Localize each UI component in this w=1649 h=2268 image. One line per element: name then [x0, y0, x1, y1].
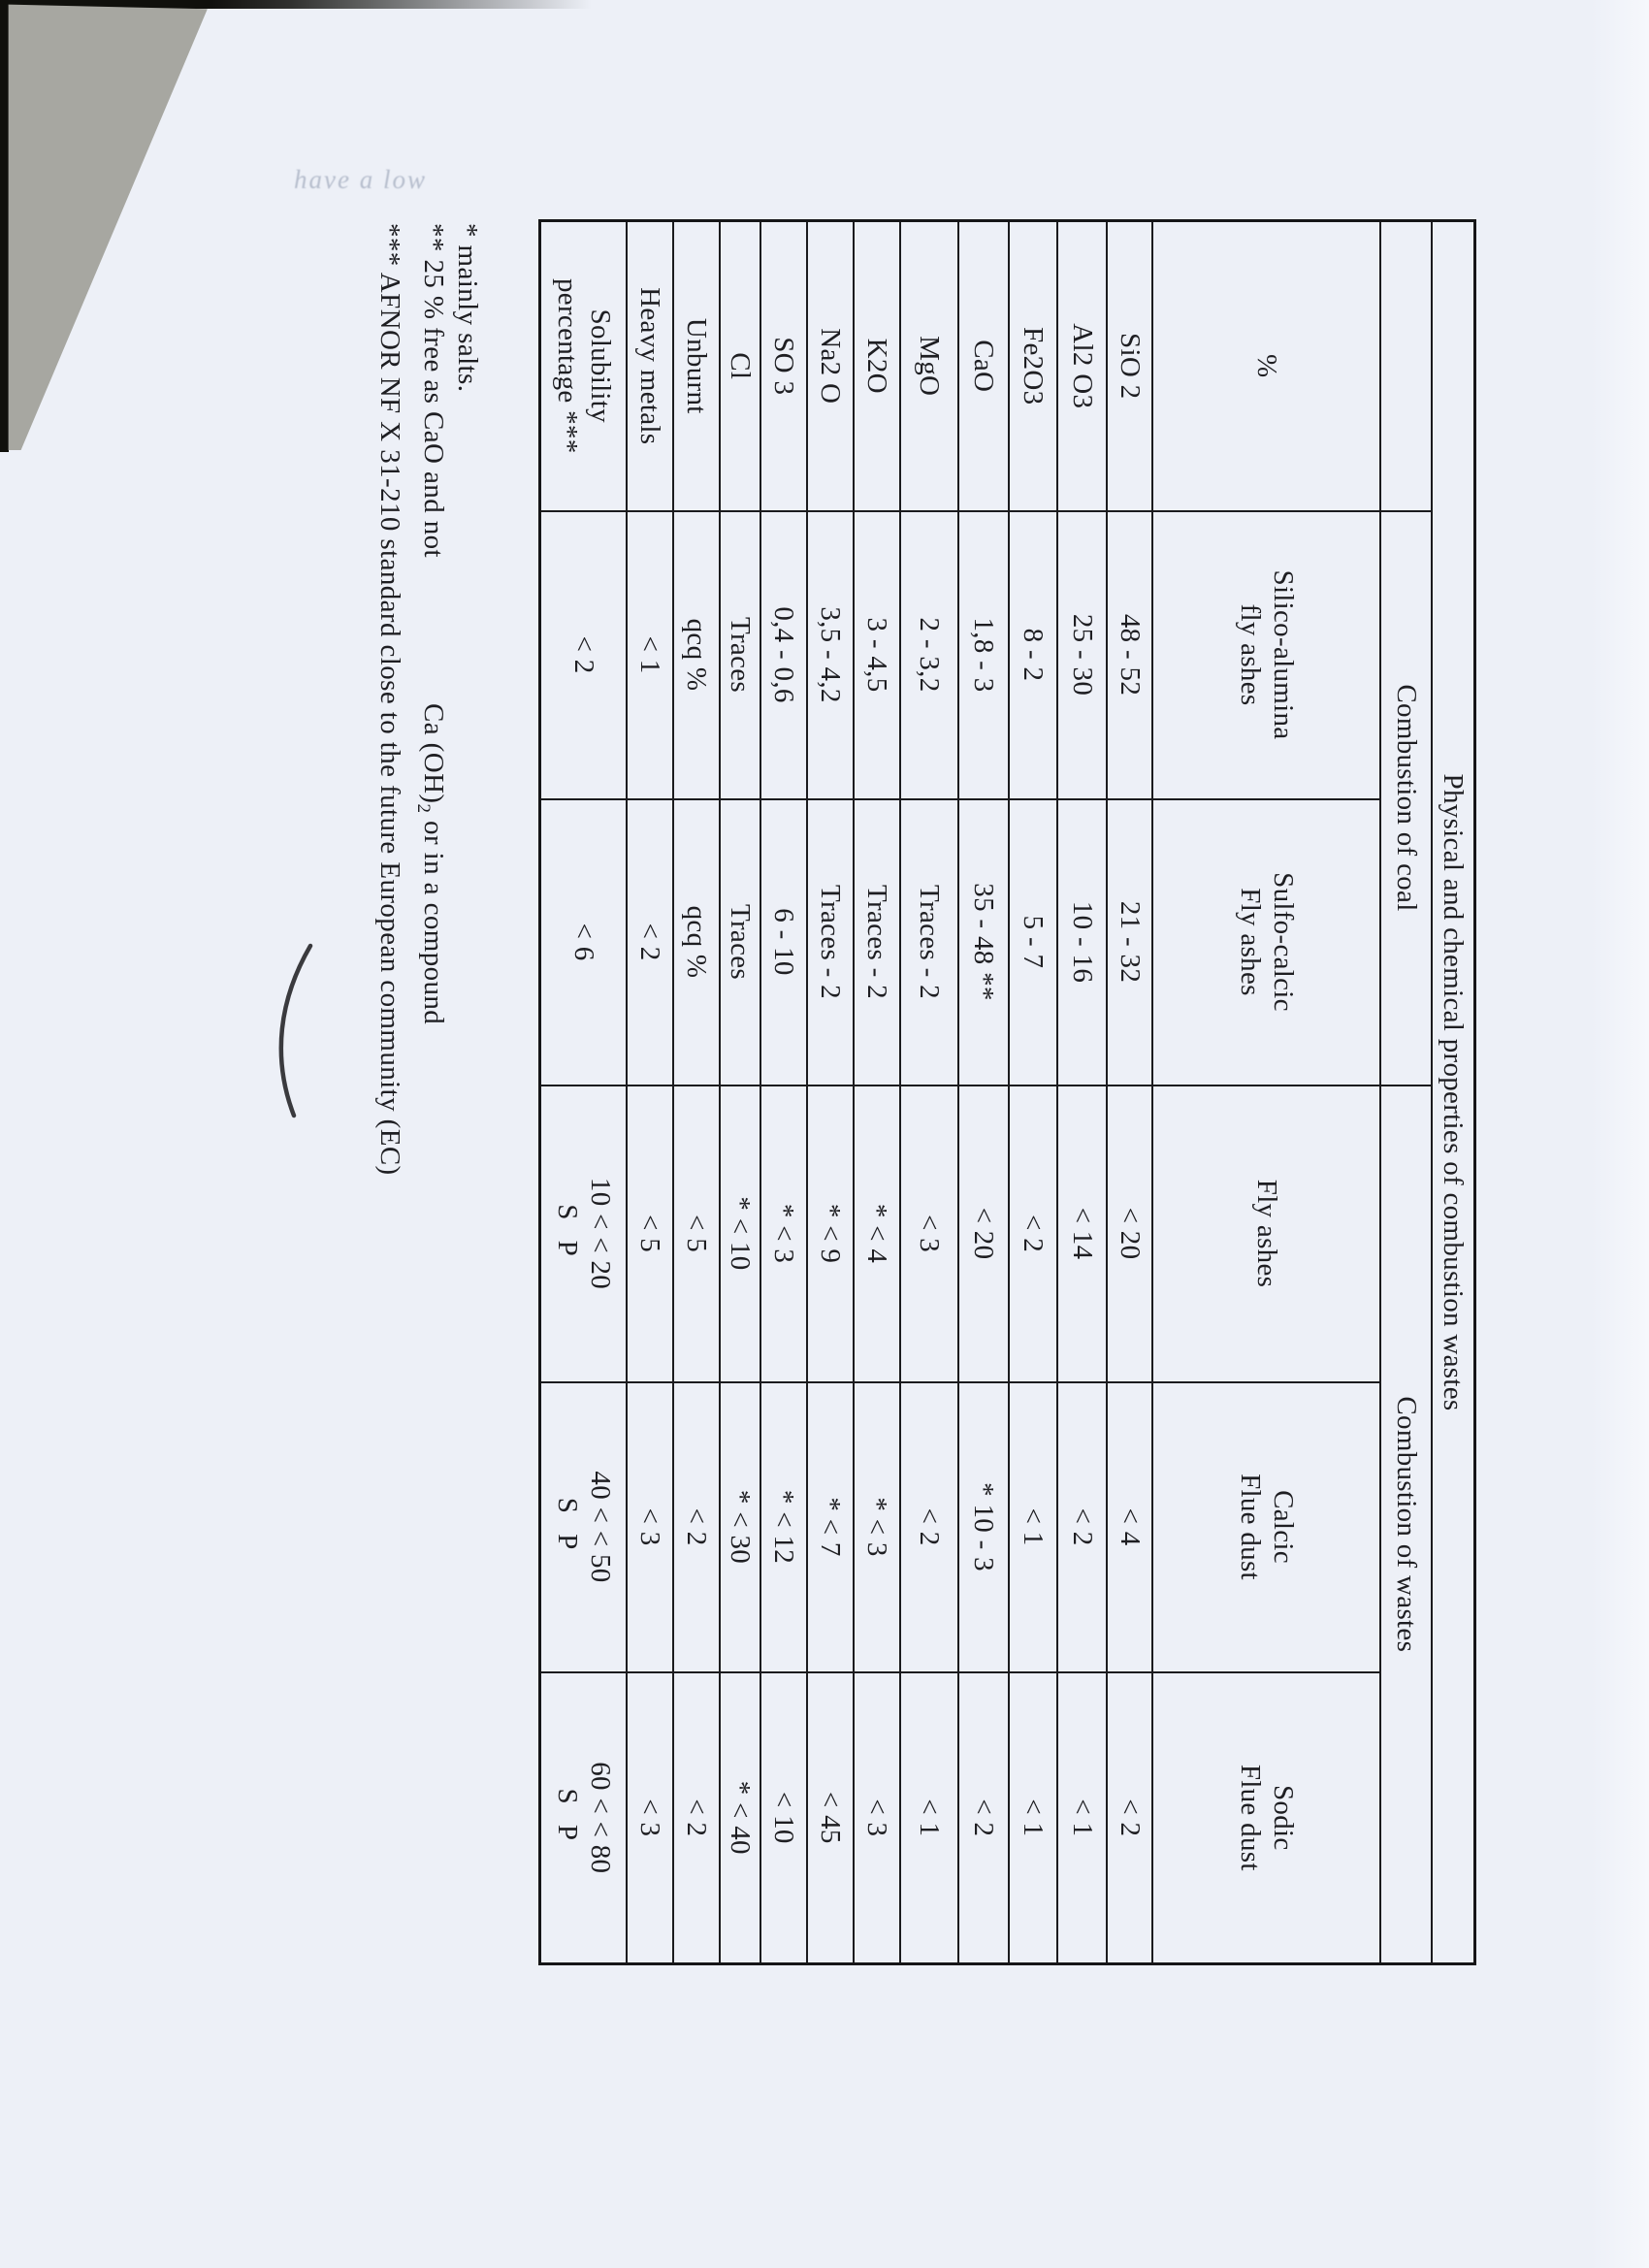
- value-cell: [761, 1672, 808, 1964]
- value-cell: [628, 799, 674, 1085]
- value-cell: [959, 1085, 1010, 1382]
- group-header-wastes: [1381, 1085, 1433, 1964]
- cell-line: < 5: [634, 1214, 666, 1252]
- cell-line: S P: [551, 1788, 583, 1848]
- value-cell: [540, 1672, 628, 1964]
- header-line: Flue dust: [1235, 1474, 1266, 1580]
- unit-header-text: %: [1251, 354, 1282, 378]
- cell-line: 21 - 32: [1115, 900, 1146, 984]
- cell-line: qcq %: [681, 618, 713, 692]
- value-cell: [540, 511, 628, 799]
- row-name-cell: [959, 221, 1010, 511]
- value-cell: [1108, 799, 1153, 1085]
- row-name-cell: [721, 221, 761, 511]
- cell-line: 48 - 52: [1115, 613, 1146, 697]
- column-header-silico-alumina: [1153, 511, 1381, 799]
- cell-line: qcq %: [681, 905, 713, 979]
- value-cell: [721, 1085, 761, 1382]
- table-title: [1433, 221, 1475, 1964]
- value-cell: [761, 799, 808, 1085]
- value-cell: [674, 1382, 721, 1672]
- table-row: [1010, 221, 1058, 1964]
- table-row: [901, 221, 959, 1964]
- header-line: Sodic: [1268, 1785, 1299, 1851]
- cell-line: 8 - 2: [1018, 628, 1050, 682]
- cell-line: SO 3: [768, 337, 800, 396]
- header-line: Silico-alumina: [1268, 569, 1299, 740]
- value-cell: [855, 1382, 901, 1672]
- value-cell: [808, 1382, 855, 1672]
- cell-line: Traces: [725, 903, 757, 981]
- table-row: [1058, 221, 1108, 1964]
- value-cell: [1108, 1085, 1153, 1382]
- cell-line: 1,8 - 3: [968, 617, 1000, 693]
- row-name-cell: [540, 221, 628, 511]
- cell-line: Cl: [725, 352, 757, 380]
- row-name-cell: [761, 221, 808, 511]
- cell-line: Unburnt: [681, 317, 713, 414]
- footnote-2-formula-sub: 2: [413, 803, 435, 814]
- row-name-cell: [1010, 221, 1058, 511]
- cell-line: < 2: [1067, 1507, 1098, 1546]
- cell-line: * < 4: [861, 1203, 893, 1264]
- cell-line: 35 - 48 **: [968, 883, 1000, 1001]
- row-name-cell: [674, 221, 721, 511]
- value-cell: [959, 511, 1010, 799]
- cell-line: < 2: [567, 635, 599, 674]
- value-cell: [808, 799, 855, 1085]
- cell-line: * < 3: [861, 1497, 893, 1557]
- value-cell: [855, 1672, 901, 1964]
- cell-line: < 1: [914, 1798, 946, 1837]
- cell-line: < 3: [861, 1798, 893, 1837]
- cell-line: * < 3: [768, 1203, 800, 1264]
- cell-line: < 3: [634, 1798, 666, 1837]
- cell-line: percentage ***: [551, 277, 583, 454]
- footnote-2: [406, 223, 450, 1678]
- footnote-2-formula: Ca (OH): [418, 703, 449, 804]
- column-header-sodic: [1153, 1672, 1381, 1964]
- cell-line: * < 30: [725, 1489, 757, 1565]
- cell-line: MgO: [914, 336, 946, 397]
- footnote-2-pre: ** 25 % free as CaO and not: [418, 223, 449, 559]
- value-cell: [959, 1672, 1010, 1964]
- cell-line: < 3: [914, 1214, 946, 1252]
- cell-line: CaO: [968, 340, 1000, 393]
- cell-line: S P: [551, 1204, 583, 1263]
- cell-line: * < 7: [815, 1497, 847, 1557]
- cell-line: < 2: [681, 1507, 713, 1546]
- cell-line: < 2: [1115, 1798, 1146, 1837]
- table-title-text: Physical and chemical properties of combustion wastes: [1438, 773, 1470, 1411]
- value-cell: [540, 799, 628, 1085]
- cell-line: < 20: [1115, 1207, 1146, 1260]
- value-cell: [761, 511, 808, 799]
- cell-line: Heavy metals: [634, 287, 666, 445]
- value-cell: [901, 1085, 959, 1382]
- value-cell: [901, 511, 959, 799]
- value-cell: [901, 1672, 959, 1964]
- cell-line: < 3: [634, 1507, 666, 1546]
- value-cell: [855, 511, 901, 799]
- value-cell: [808, 1085, 855, 1382]
- cell-line: * < 12: [768, 1489, 800, 1565]
- column-header-sulfo-calcic: [1153, 799, 1381, 1085]
- value-cell: [901, 799, 959, 1085]
- header-line: Fly ashes: [1251, 1179, 1282, 1288]
- cell-line: 5 - 7: [1018, 915, 1050, 969]
- value-cell: [855, 799, 901, 1085]
- cell-line: Solubility: [584, 308, 616, 423]
- header-line: Flue dust: [1235, 1764, 1266, 1871]
- value-cell: [628, 1085, 674, 1382]
- cell-line: < 6: [567, 923, 599, 961]
- table-row: [808, 221, 855, 1964]
- cell-line: < 14: [1067, 1207, 1098, 1260]
- table-row: [628, 221, 674, 1964]
- value-cell: [540, 1085, 628, 1382]
- cell-line: 6 - 10: [768, 908, 800, 976]
- value-cell: [901, 1382, 959, 1672]
- table-row: [1108, 221, 1153, 1964]
- value-cell: [1010, 799, 1058, 1085]
- value-cell: [1010, 1085, 1058, 1382]
- value-cell: [959, 1382, 1010, 1672]
- column-header-fly-ashes: [1153, 1085, 1381, 1382]
- group-header-coal-text: Combustion of coal: [1391, 684, 1422, 912]
- cell-line: < 2: [1018, 1214, 1050, 1252]
- cell-line: K2O: [861, 338, 893, 394]
- table-row: [721, 221, 761, 1964]
- cell-line: Traces - 2: [861, 885, 893, 999]
- footnote-2-post: or in a compound: [418, 813, 449, 1025]
- group-header-wastes-text: Combustion of wastes: [1391, 1396, 1422, 1653]
- header-line: Calcic: [1268, 1490, 1299, 1564]
- value-cell: [761, 1085, 808, 1382]
- cell-line: 25 - 30: [1067, 613, 1098, 697]
- value-cell: [808, 511, 855, 799]
- cell-line: * < 9: [815, 1203, 847, 1264]
- header-line: Fly ashes: [1235, 888, 1266, 996]
- value-cell: [761, 1382, 808, 1672]
- value-cell: [628, 511, 674, 799]
- cell-line: 3 - 4,5: [861, 617, 893, 693]
- value-cell: [1058, 1382, 1108, 1672]
- value-cell: [855, 1085, 901, 1382]
- value-cell: [1010, 511, 1058, 799]
- cell-line: 3,5 - 4,2: [815, 606, 847, 703]
- value-cell: [674, 1672, 721, 1964]
- value-cell: [674, 799, 721, 1085]
- cell-line: S P: [551, 1497, 583, 1557]
- table-row: [855, 221, 901, 1964]
- cell-line: * 10 - 3: [968, 1482, 1000, 1571]
- table-row: [540, 221, 628, 1964]
- footnote-1: * mainly salts.: [452, 223, 483, 393]
- value-cell: [1010, 1382, 1058, 1672]
- cell-line: 40 < < 50: [584, 1471, 616, 1583]
- header-line: fly ashes: [1235, 603, 1266, 706]
- value-cell: [1058, 1085, 1108, 1382]
- value-cell: [628, 1382, 674, 1672]
- value-cell: [1108, 511, 1153, 799]
- properties-table: [538, 219, 1476, 1965]
- value-cell: [721, 511, 761, 799]
- value-cell: [721, 799, 761, 1085]
- cell-line: < 1: [1018, 1507, 1050, 1546]
- cell-line: < 4: [1115, 1507, 1146, 1546]
- cell-line: 0,4 - 0,6: [768, 606, 800, 703]
- cell-line: 2 - 3,2: [914, 617, 946, 693]
- ghost-handwriting: have a low: [294, 165, 427, 194]
- cell-line: < 2: [968, 1798, 1000, 1837]
- value-cell: [628, 1672, 674, 1964]
- table-row: [761, 221, 808, 1964]
- value-cell: [1058, 1672, 1108, 1964]
- cell-line: Al2 O3: [1067, 323, 1098, 409]
- row-name-cell: [1108, 221, 1153, 511]
- value-cell: [959, 799, 1010, 1085]
- row-name-cell: [855, 221, 901, 511]
- value-cell: [674, 1085, 721, 1382]
- column-header-calcic: [1153, 1382, 1381, 1672]
- cell-line: < 10: [768, 1791, 800, 1844]
- cell-line: < 2: [634, 923, 666, 961]
- value-cell: [721, 1672, 761, 1964]
- column-header-unit: [1153, 221, 1381, 511]
- cell-line: < 20: [968, 1207, 1000, 1260]
- footnote-3: *** AFNOR NF X 31-210 standard close to the future European community (EC): [374, 223, 406, 1176]
- value-cell: [674, 511, 721, 799]
- cell-line: < 5: [681, 1214, 713, 1252]
- cell-line: Traces: [725, 616, 757, 694]
- header-line: Sulfo-calcic: [1268, 872, 1299, 1012]
- cell-line: < 1: [1067, 1798, 1098, 1837]
- cell-line: < 45: [815, 1791, 847, 1844]
- value-cell: [1010, 1672, 1058, 1964]
- value-cell: [1058, 511, 1108, 799]
- cell-line: 60 < < 80: [584, 1762, 616, 1874]
- row-name-cell: [808, 221, 855, 511]
- cell-line: < 2: [914, 1507, 946, 1546]
- row-name-cell: [1058, 221, 1108, 511]
- row-name-cell: [901, 221, 959, 511]
- value-cell: [808, 1672, 855, 1964]
- group-header-coal: [1381, 511, 1433, 1085]
- cell-line: < 1: [634, 635, 666, 674]
- cell-line: Traces - 2: [914, 885, 946, 999]
- cell-line: 10 < < 20: [584, 1177, 616, 1290]
- value-cell: [1108, 1672, 1153, 1964]
- cell-line: 10 - 16: [1067, 900, 1098, 984]
- footnotes: [372, 223, 484, 1678]
- cell-line: SiO 2: [1115, 333, 1146, 400]
- row-name-cell: [628, 221, 674, 511]
- cell-line: Na2 O: [815, 328, 847, 405]
- cell-line: Traces - 2: [815, 885, 847, 999]
- table-row: [959, 221, 1010, 1964]
- cell-line: < 1: [1018, 1798, 1050, 1837]
- value-cell: [721, 1382, 761, 1672]
- table-row: [674, 221, 721, 1964]
- value-cell: [1108, 1382, 1153, 1672]
- cell-line: < 2: [681, 1798, 713, 1837]
- cell-line: * < 40: [725, 1780, 757, 1855]
- cell-line: * < 10: [725, 1196, 757, 1271]
- group-blank-cell: [1381, 221, 1433, 511]
- value-cell: [1058, 799, 1108, 1085]
- value-cell: [540, 1382, 628, 1672]
- cell-line: Fe2O3: [1018, 327, 1050, 405]
